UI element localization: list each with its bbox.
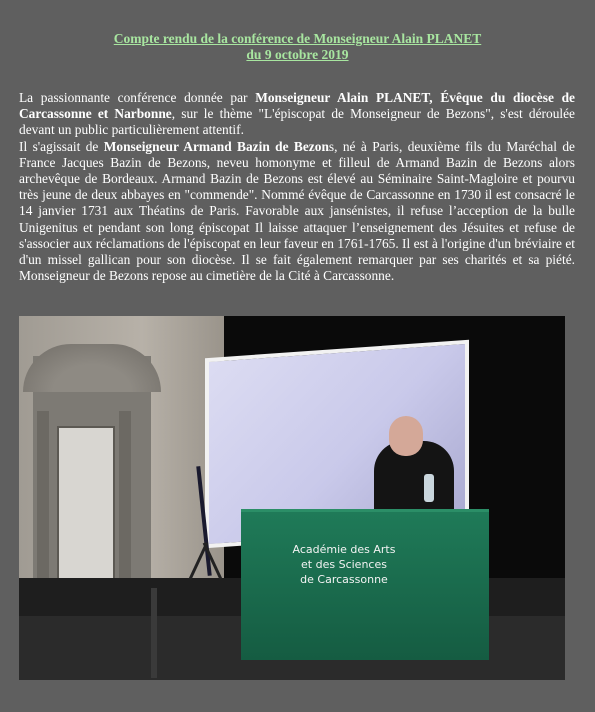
photo-pillar-left	[37, 411, 49, 586]
photo-door	[57, 426, 115, 590]
paragraph-1	[19, 90, 575, 139]
p2-bold: Monseigneur Armand Bazin de Bezon	[103, 138, 329, 154]
speaker-head	[389, 416, 423, 456]
tablecloth-text	[279, 542, 409, 587]
conference-photo	[19, 316, 565, 680]
cloth-line-3: de Carcassonne	[300, 573, 388, 586]
p1-bold: Monseigneur Alain PLANET, Évêque du diocèse de Carcassonne et Narbonne	[19, 90, 575, 122]
tablecloth	[241, 509, 489, 660]
article-body	[19, 90, 575, 284]
p2-text-c: s, né à Paris, deuxième fils du Maréchal de France Jacques Bazin de Bezons, neveu homonyme et filleul de Armand Bazin de Bezons alors archevêque de Bordeaux. Armand Bazin de Bezons est élevé au Séminaire Saint-Magloire et pourvu très jeune de deux abbayes en "commende". Nommé évêque de Carcassonne en 1730 il est consacré le 14 janvier 1731 aux Théatins de Paris. Favorable aux jansénistes, il refuse l’acception de la bulle Unigenitus et pendant son long épiscopat Il laisse attaquer l’enseignement des Jésuites et refuse de s'associer aux réclamations de l'épiscopat en leur faveur en 1761-1765. Il est à l'origine d'un bréviaire et d'un missel gallican pour son diocèse. Il se fait également remarquer par ses charités et sa piété. Monseigneur de Bezons repose au cimetière de la Cité à Carcassonne.	[19, 138, 575, 284]
p1-text-c: , sur le thème "L'épiscopat de Monseigneur de Bezons", s'est déroulée devant un public particulièrement attentif.	[19, 106, 575, 138]
cloth-line-1: Académie des Arts	[292, 543, 396, 556]
photo-pillar-right	[119, 411, 131, 586]
water-bottle	[424, 474, 434, 502]
microphone-stand	[151, 588, 157, 678]
page-title	[0, 31, 595, 63]
title-line-2: du 9 octobre 2019	[246, 47, 349, 62]
title-line-1: Compte rendu de la conférence de Monseigneur Alain PLANET	[113, 31, 482, 46]
p2-text-a: Il s'agissait de	[19, 138, 104, 154]
paragraph-2	[19, 139, 575, 285]
cloth-line-2: et des Sciences	[301, 558, 387, 571]
p1-text-a: La passionnante conférence donnée par	[19, 90, 256, 105]
